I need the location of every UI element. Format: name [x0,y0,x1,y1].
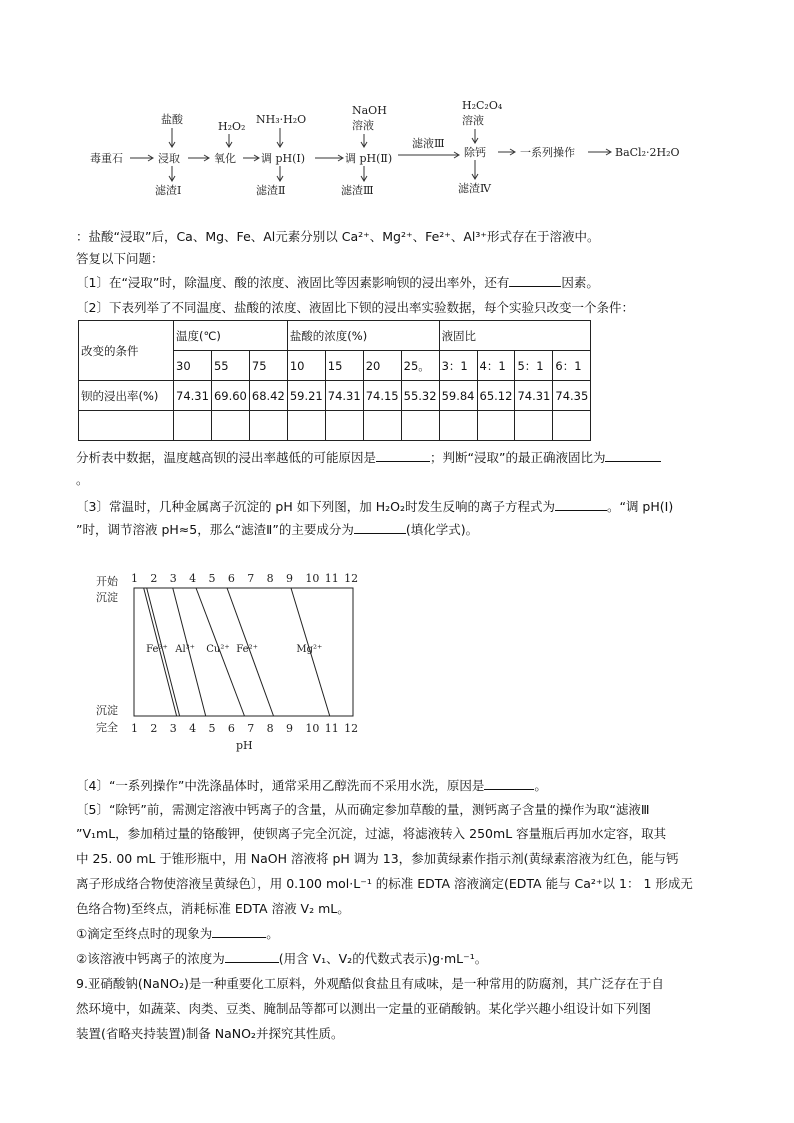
table-cell [553,411,591,441]
q3-residue-blank[interactable] [354,521,406,534]
table-cell: 68.42 [249,381,287,411]
q1-answer-blank[interactable] [509,274,561,287]
table-cell: 4：1 [477,351,515,381]
table-cell [477,411,515,441]
chart-tick-label-bottom: 7 [247,722,255,735]
chart-tick-label-top: 5 [208,572,216,585]
chart-tick-label-top: 2 [150,572,158,585]
flow-residue-4: 滤渣Ⅳ [458,182,491,195]
table-cell: 6：1 [553,351,591,381]
question-5-line-4: 离子形成络合物使溶液呈黄绿色〕，用 0.100 mol·L⁻¹ 的标准 EDTA 溶液滴定(EDTA 能与 Ca²⁺以 1： 1 形成无 [76,876,693,891]
flow-residue-2: 滤渣Ⅱ [256,184,286,197]
table-cell [439,411,477,441]
q4-text: 〔4〕“一系列操作”中洗涤晶体时，通常采用乙醇洗而不采用水洗，原因是 [76,778,485,793]
table-cell: 74.31 [515,381,553,411]
question-5-line-3: 中 25. 00 mL 于锥形瓶中，用 NaOH 溶液将 pH 调为 13，参加黄绿素作指示剂(黄绿素溶液为红色，能与钙 [76,851,679,866]
table-cell: 74.15 [363,381,401,411]
question-5-line-5: 色络合物)至终点，消耗标准 EDTA 溶液 V₂ mL。 [76,901,350,916]
flow-step-leach: 浸取 [158,152,180,165]
q2-reason-blank[interactable] [376,449,430,462]
flow-product: BaCl₂·2H₂O [615,146,680,159]
flow-residue-1: 滤渣Ⅰ [155,184,182,197]
flow-step-ph2: 调 pH(Ⅱ) [345,152,393,165]
question-3-cont [76,521,478,539]
question-2-end: 。 [76,472,89,487]
table-cell: 75 [249,351,287,381]
table-cell: 3：1 [439,351,477,381]
q5-ii-text: ②该溶液中钙离子的浓度为 [76,951,225,966]
chart-tick-label-bottom: 5 [208,722,216,735]
chart-tick-label-bottom: 8 [266,722,274,735]
q5-i-text: ①滴定至终点时的现象为 [76,926,213,941]
q2-ratio-blank[interactable] [605,449,661,462]
q3-text-3: ”时，调节溶液 pH≈5，那么“滤渣Ⅱ”的主要成分为 [76,522,354,537]
table-cell: 59.21 [287,381,325,411]
question-4 [76,777,547,795]
table-cell [174,411,212,441]
table-cell: 5：1 [515,351,553,381]
table-cell [515,411,553,441]
note-line: ：盐酸“浸取”后，Ca、Mg、Fe、Al元素分别以 Ca²⁺、Mg²⁺、Fe²⁺、Al³⁺形式存在于溶液中。 [76,229,600,244]
chart-tick-label-top: 7 [247,572,255,585]
leach-rate-table [78,320,591,441]
table-cell [287,411,325,441]
chart-tick-label-bottom: 3 [169,722,177,735]
table-cell [325,411,363,441]
chart-tick-label-top: 9 [286,572,294,585]
chart-tick-label-bottom: 9 [286,722,294,735]
q3-text-4: (填化学式)。 [405,522,479,537]
q3-equation-blank[interactable] [555,498,607,511]
flow-reagent-naoh: NaOH [352,104,387,117]
table-cell: 74.35 [553,381,591,411]
question-9-line-1: 9.亚硝酸钠(NaNO₂)是一种重要化工原料，外观酷似食盐且有咸味，是一种常用的防腐剂，其广泛存在于自 [76,976,664,991]
q5-concentration-blank[interactable] [225,950,279,963]
flow-reagent-h2o2: H₂O₂ [218,120,246,133]
answer-prompt: 答复以下问题： [76,251,164,266]
table-cell: 55 [211,351,249,381]
table-cell [249,411,287,441]
question-5-ii [76,950,487,968]
table-cell: 65.12 [477,381,515,411]
table-cell [79,411,174,441]
chart-tick-label-top: 12 [344,572,359,585]
table-cell: 74.31 [325,381,363,411]
flow-step-oxidize: 氧化 [214,152,236,165]
flow-step-decalcify: 除钙 [464,146,486,159]
question-5-line-1: 〔5〕“除钙”前，需测定溶液中钙离子的含量，从而确定参加草酸的量，测钙离子含量的操作为取“滤液Ⅲ [76,802,650,817]
table-cell: 25。 [401,351,439,381]
chart-label-start-2: 沉淀 [96,591,118,604]
flow-reagent-hcl: 盐酸 [161,113,183,126]
table-group-ratio: 液固比 [439,321,591,351]
q3-text-2: 。“调 pH(Ⅰ) [606,499,674,514]
table-cell [211,411,249,441]
table-row-label: 改变的条件 [79,321,174,381]
flow-reagent-naoh-solution: 溶液 [352,119,374,132]
chart-ion-label: Mg²⁺ [296,644,323,655]
process-flowchart [80,96,720,200]
chart-tick-label-bottom: 1 [131,722,138,735]
question-5-i [76,925,279,943]
chart-ion-label: Fe³⁺ [146,644,168,655]
table-group-acid: 盐酸的浓度(%) [287,321,439,351]
table-cell: 15 [325,351,363,381]
question-9-line-3: 装置(省略夹持装置)制备 NaNO₂并探究其性质。 [76,1026,344,1041]
flow-step-operations: 一系列操作 [520,146,575,159]
chart-label-end-2: 完全 [96,721,118,734]
q2-analysis-text-2: ；判断“浸取”的最正确液固比为 [430,450,606,465]
q4-text-end: 。 [534,778,547,793]
chart-tick-label-bottom: 2 [150,722,158,735]
table-row [79,411,591,441]
chart-label-end-1: 沉淀 [96,704,118,717]
table-cell [401,411,439,441]
q5-ii-text-end: (用含 V₁、V₂的代数式表示)g·mL⁻¹。 [278,951,488,966]
q1-text-end: 因素。 [561,275,599,290]
chart-tick-label-bottom: 12 [344,722,359,735]
flow-reagent-oxalic-solution: 溶液 [462,114,484,127]
flow-filtrate-3: 滤液Ⅲ [412,137,445,150]
table-cell: 10 [287,351,325,381]
chart-tick-label-bottom: 10 [305,722,320,735]
chart-tick-label-top: 3 [169,572,177,585]
chart-tick-label-top: 11 [324,572,339,585]
q5-endpoint-blank[interactable] [212,925,266,938]
chart-tick-label-top: 8 [266,572,274,585]
question-1 [76,274,599,292]
flow-reagent-nh3: NH₃·H₂O [256,113,307,126]
table-cell: 55.32 [401,381,439,411]
table-cell: 20 [363,351,401,381]
table-cell: 59.84 [439,381,477,411]
table-cell [363,411,401,441]
table-cell: 69.60 [211,381,249,411]
chart-ion-label: Cu²⁺ [206,644,230,655]
table-cell: 30 [174,351,212,381]
question-2: 〔2〕下表列举了不同温度、盐酸的浓度、液固比下钡的浸出率实验数据，每个实验只改变一个条件： [76,300,634,315]
chart-ion-label: Al³⁺ [175,644,195,655]
question-5-line-2: ”V₁mL，参加稍过量的铬酸钾，使钡离子完全沉淀，过滤，将滤液转入 250mL 容量瓶后再加水定容，取其 [76,826,667,841]
chart-axis-label: pH [236,739,253,752]
chart-tick-label-bottom: 6 [227,722,235,735]
chart-ion-label: Fe²⁺ [236,644,258,655]
chart-tick-label-top: 4 [189,572,197,585]
flow-start: 毒重石 [90,152,123,165]
chart-tick-label-top: 1 [131,572,138,585]
table-result-label: 钡的浸出率(%) [79,381,174,411]
question-2-analysis [76,449,661,467]
chart-tick-label-top: 10 [305,572,320,585]
q1-text: 〔1〕在“浸取”时，除温度、酸的浓度、液固比等因素影响钡的浸出率外，还有 [76,275,510,290]
q3-text: 〔3〕常温时，几种金属离子沉淀的 pH 如下列图，加 H₂O₂时发生反响的离子方程式为 [76,499,555,514]
q2-analysis-text: 分析表中数据，温度越高钡的浸出率越低的可能原因是 [76,450,377,465]
flow-reagent-oxalic: H₂C₂O₄ [462,99,503,112]
chart-tick-label-bottom: 11 [324,722,339,735]
flow-residue-3: 滤渣Ⅲ [341,184,374,197]
chart-tick-label-top: 6 [227,572,235,585]
question-3 [76,498,673,516]
q4-reason-blank[interactable] [484,777,534,790]
table-cell: 74.31 [174,381,212,411]
table-row [79,381,591,411]
table-group-temperature: 温度(℃) [174,321,288,351]
flow-step-ph1: 调 pH(Ⅰ) [261,152,306,165]
chart-label-start-1: 开始 [96,575,118,588]
chart-tick-label-bottom: 4 [189,722,197,735]
q5-i-text-end: 。 [266,926,279,941]
ph-precipitation-chart [96,568,366,756]
question-9-line-2: 然环境中，如蔬菜、肉类、豆类、腌制品等都可以测出一定量的亚硝酸钠。某化学兴趣小组设计如下列图 [76,1001,652,1016]
